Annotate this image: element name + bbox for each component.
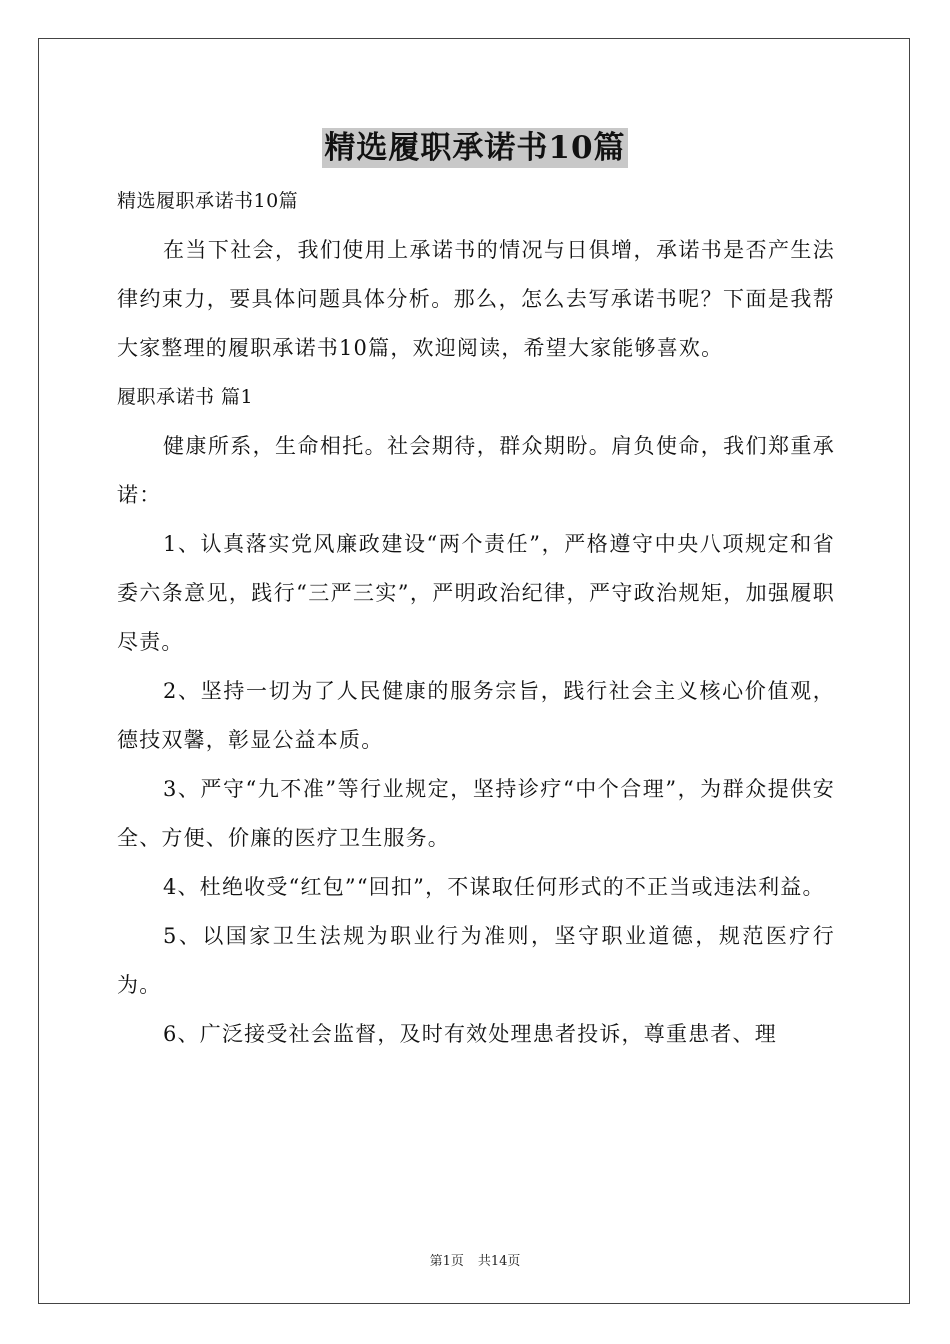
commitment-item-5: 5、以国家卫生法规为职业行为准则，坚守职业道德，规范医疗行为。 [117, 924, 835, 997]
commitment-item-1: 1、认真落实党风廉政建设“两个责任”，严格遵守中央八项规定和省委六条意见，践行“三严三实”，严明政治纪律，严守政治规矩，加强履职尽责。 [117, 532, 835, 654]
section-intro-paragraph: 健康所系，生命相托。社会期待，群众期盼。肩负使命，我们郑重承诺： [117, 434, 835, 507]
document-body [117, 177, 835, 1059]
section-heading: 履职承诺书 篇1 [117, 386, 254, 408]
commitment-item-3: 3、严守“九不准”等行业规定，坚持诊疗“中个合理”，为群众提供安全、方便、价廉的医疗卫生服务。 [117, 777, 835, 850]
commitment-item-4: 4、杜绝收受“红包”“回扣”，不谋取任何形式的不正当或违法利益。 [163, 875, 825, 899]
page-footer [0, 1250, 950, 1269]
document-title: 精选履职承诺书10篇 [324, 130, 626, 166]
page-total: 共14页 [477, 1254, 521, 1269]
intro-paragraph: 在当下社会，我们使用上承诺书的情况与日俱增，承诺书是否产生法律约束力，要具体问题具体分析。那么，怎么去写承诺书呢？下面是我帮大家整理的履职承诺书10篇，欢迎阅读，希望大家能够喜欢。 [117, 238, 835, 360]
page-number: 第1页 [429, 1254, 464, 1269]
title-container [0, 128, 950, 168]
document-subtitle: 精选履职承诺书10篇 [117, 190, 299, 212]
commitment-item-2: 2、坚持一切为了人民健康的服务宗旨，践行社会主义核心价值观，德技双馨，彰显公益本质。 [117, 679, 835, 752]
commitment-item-6: 6、广泛接受社会监督，及时有效处理患者投诉，尊重患者、理 [163, 1022, 777, 1046]
